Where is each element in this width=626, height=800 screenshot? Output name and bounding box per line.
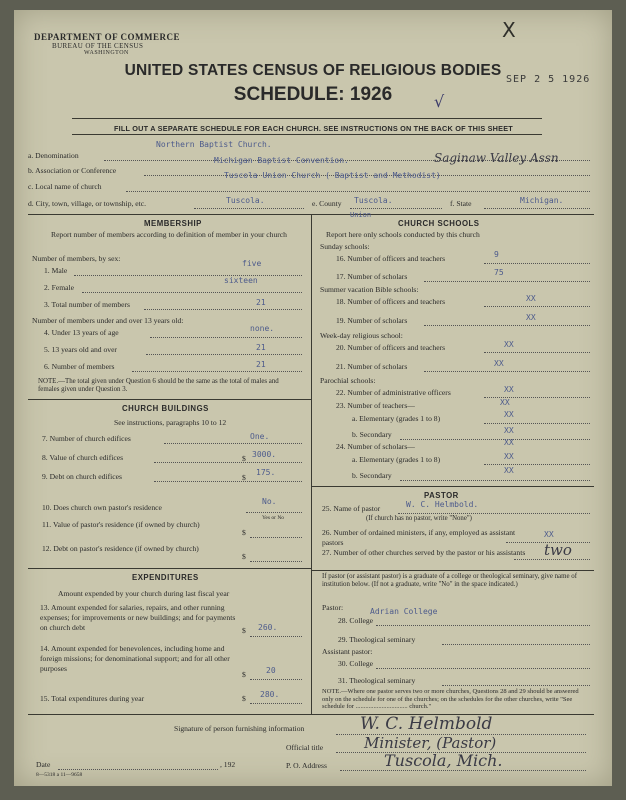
q11-line: [250, 537, 302, 538]
q13-line: [250, 636, 302, 637]
divider: [28, 714, 594, 715]
q27-line: [514, 559, 590, 560]
q10-hint: Yes or No: [262, 515, 285, 521]
q17-line: [424, 281, 590, 282]
q8-label: 8. Value of church edifices: [42, 453, 124, 462]
city-line: [194, 208, 304, 209]
q31-line: [442, 685, 590, 686]
q12-line: [250, 561, 302, 562]
q9-line: [154, 481, 302, 482]
q9-value[interactable]: 175.: [256, 468, 276, 477]
official-title-label: Official title: [286, 743, 324, 752]
q23b-value[interactable]: XX: [504, 426, 514, 435]
county-line: [350, 208, 442, 209]
by-age-label: Number of members under and over 13 years old:: [32, 316, 184, 325]
q6-value[interactable]: 21: [256, 360, 266, 369]
q2-label: 2. Female: [44, 283, 74, 292]
schools-sub: Report here only schools conducted by this church: [326, 230, 480, 239]
q1-label: 1. Male: [44, 266, 68, 275]
q1-value[interactable]: five: [242, 259, 262, 268]
divider: [311, 486, 594, 487]
local-name-line: [126, 191, 590, 192]
q5-value[interactable]: 21: [256, 343, 266, 352]
q19-value[interactable]: XX: [526, 313, 536, 322]
q23b-line: [400, 439, 590, 440]
local-name-value[interactable]: Tuscola Union Church ( Baptist and Methodist): [224, 171, 441, 180]
form-title: UNITED STATES CENSUS OF RELIGIOUS BODIES: [124, 62, 502, 79]
by-sex-label: Number of members, by sex:: [32, 254, 121, 263]
q11-label: 11. Value of pastor's residence (if owned by church): [42, 520, 200, 529]
schools-heading: CHURCH SCHOOLS: [398, 219, 480, 228]
q22-value[interactable]: XX: [504, 385, 514, 394]
union-overtype: Union: [350, 211, 372, 219]
q15-value[interactable]: 280.: [260, 690, 280, 699]
membership-intro: Report number of members according to definition of member in your church: [51, 230, 287, 239]
expenditures-heading: EXPENDITURES: [132, 573, 199, 582]
census-schedule-sheet: [14, 10, 612, 786]
county-value[interactable]: Tuscola.: [354, 196, 393, 205]
q2-line: [82, 292, 302, 293]
vacation-label: Summer vacation Bible schools:: [320, 285, 419, 294]
q4-value[interactable]: none.: [250, 324, 275, 333]
q20-value[interactable]: XX: [504, 340, 514, 349]
q18-value[interactable]: XX: [526, 294, 536, 303]
q4-line: [150, 337, 302, 338]
q18-line: [484, 306, 590, 307]
q6-label: 6. Number of members: [44, 362, 115, 371]
q24a-value[interactable]: XX: [504, 452, 514, 461]
q7-label: 7. Number of church edifices: [42, 434, 131, 443]
q18-label: 18. Number of officers and teachers: [336, 297, 446, 306]
q27-label: 27. Number of other churches served by the pastor or his assistants: [322, 548, 526, 557]
association-handwritten[interactable]: Saginaw Valley Assn: [434, 151, 559, 165]
q10-value[interactable]: No.: [262, 497, 277, 506]
q1-line: [74, 275, 302, 276]
q25-line: [398, 513, 590, 514]
q23a-line: [484, 423, 590, 424]
q25-label: 25. Name of pastor: [322, 504, 381, 513]
denomination-value[interactable]: Northern Baptist Church.: [156, 140, 272, 149]
buildings-sub: See instructions, paragraphs 10 to 12: [114, 418, 227, 427]
q14-label: 14. Amount expended for benevolences, including home and foreign missions; for denominational support; and for all other purposes: [40, 644, 230, 673]
q29-label: 29. Theological seminary: [338, 635, 416, 644]
dollar-sign: $: [242, 670, 246, 679]
q3-value[interactable]: 21: [256, 298, 266, 307]
q23a-value[interactable]: XX: [504, 410, 514, 419]
city-value[interactable]: Tuscola.: [226, 196, 265, 205]
q7-value[interactable]: One.: [250, 432, 270, 441]
date-label: Date: [36, 760, 51, 769]
buildings-heading: CHURCH BUILDINGS: [122, 404, 209, 413]
q16-label: 16. Number of officers and teachers: [336, 254, 446, 263]
q24b-line: [400, 480, 590, 481]
po-address-label: P. O. Address: [286, 761, 327, 770]
q24b-label: b. Secondary: [352, 471, 392, 480]
divider: [72, 118, 542, 119]
column-divider: [311, 214, 312, 714]
q6-line: [132, 371, 302, 372]
dollar-sign: $: [242, 694, 246, 703]
q21-value[interactable]: XX: [494, 359, 504, 368]
weekday-label: Week-day religious school:: [320, 331, 403, 340]
dollar-sign: $: [242, 552, 246, 561]
q7-line: [164, 443, 302, 444]
instruction-line: FILL OUT A SEPARATE SCHEDULE FOR EACH CHURCH. SEE INSTRUCTIONS ON THE BACK OF THIS SHEET: [114, 124, 513, 133]
q24-value[interactable]: XX: [504, 438, 514, 447]
q9-label: 9. Debt on church edifices: [42, 472, 122, 481]
q14-line: [250, 679, 302, 680]
date-year: , 192: [220, 760, 236, 769]
state-label: f. State: [450, 199, 472, 208]
po-address-line: [340, 770, 586, 771]
county-label: e. County: [312, 199, 342, 208]
q3-line: [144, 309, 302, 310]
q23a-label: a. Elementary (grades 1 to 8): [352, 414, 441, 423]
divider: [311, 570, 594, 571]
q14-value[interactable]: 20: [266, 666, 276, 675]
date-line: [58, 769, 218, 770]
dollar-sign: $: [242, 473, 246, 482]
q25-hint: (If church has no pastor, write "None"): [366, 515, 472, 522]
q17-label: 17. Number of scholars: [336, 272, 408, 281]
q26-value[interactable]: XX: [544, 530, 554, 539]
q21-line: [424, 371, 590, 372]
q21-label: 21. Number of scholars: [336, 362, 408, 371]
q29-line: [442, 644, 590, 645]
pastor-heading: PASTOR: [424, 491, 459, 500]
q22-label: 22. Number of administrative officers: [336, 388, 451, 397]
q2-value[interactable]: sixteen: [224, 276, 258, 285]
divider: [72, 134, 542, 135]
schedule-title: SCHEDULE: 1926: [233, 84, 393, 105]
q24a-label: a. Elementary (grades 1 to 8): [352, 455, 441, 464]
q17-value[interactable]: 75: [494, 268, 504, 277]
q15-line: [250, 703, 302, 704]
q13-label: 13. Amount expended for salaries, repairs, and other running expenses; for improvements or new buildings; and for payments on church debt: [40, 603, 236, 632]
q16-value[interactable]: 9: [494, 250, 499, 259]
divider: [28, 399, 311, 400]
state-line: [484, 208, 590, 209]
q28-line: [376, 625, 590, 626]
state-value[interactable]: Michigan.: [520, 196, 564, 205]
q19-line: [424, 325, 590, 326]
q10-line: [246, 512, 302, 513]
q20-label: 20. Number of officers and teachers: [336, 343, 446, 352]
q8-value[interactable]: 3000.: [252, 450, 277, 459]
q27-value[interactable]: two: [544, 541, 572, 559]
city-label: WASHINGTON: [84, 50, 129, 56]
q5-line: [146, 354, 302, 355]
q5-label: 5. 13 years old and over: [44, 345, 117, 354]
check-mark: √: [434, 92, 445, 111]
dollar-sign: $: [242, 528, 246, 537]
signature-label: Signature of person furnishing information: [174, 724, 305, 733]
q23-value[interactable]: XX: [500, 398, 510, 407]
q23b-label: b. Secondary: [352, 430, 392, 439]
dollar-sign: $: [242, 626, 246, 635]
q24b-value[interactable]: XX: [504, 466, 514, 475]
q8-line: [154, 462, 302, 463]
parochial-label: Parochial schools:: [320, 376, 376, 385]
pastor-note: NOTE.—Where one pastor serves two or more churches, Questions 28 and 29 should be answered only on the schedule for one of the churches; on the schedules for the other churches, write "See schedule for ................................ church.": [322, 688, 579, 711]
q20-line: [484, 352, 590, 353]
city-field-label: d. City, town, village, or township, etc.: [28, 199, 147, 208]
membership-heading: MEMBERSHIP: [144, 219, 202, 228]
association-value[interactable]: Michigan Baptist Convention.: [214, 156, 349, 165]
po-address-value[interactable]: Tuscola, Mich.: [384, 751, 503, 770]
q30-line: [376, 668, 590, 669]
q30-label: 30. College: [338, 659, 374, 668]
q4-label: 4. Under 13 years of age: [44, 328, 119, 337]
divider: [28, 568, 311, 569]
denomination-label: a. Denomination: [28, 151, 79, 160]
sunday-label: Sunday schools:: [320, 242, 370, 251]
membership-note: NOTE.—The total given under Question 6 should be the same as the total of males and females given under Question 3.: [38, 378, 279, 393]
q31-label: 31. Theological seminary: [338, 676, 416, 685]
x-mark: X: [502, 18, 516, 42]
association-label: b. Association or Conference: [28, 166, 117, 175]
dollar-sign: $: [242, 454, 246, 463]
local-name-label: c. Local name of church: [28, 182, 102, 191]
q26-label: 26. Number of ordained ministers, if any, employed as assistant pastors: [322, 528, 516, 547]
received-date-stamp: SEP 2 5 1926: [506, 74, 591, 85]
q19-label: 19. Number of scholars: [336, 316, 408, 325]
q24-label: 24. Number of scholars—: [336, 442, 415, 451]
form-number: 8—5318 a 11—9658: [36, 772, 83, 778]
expenditures-sub: Amount expended by your church during last fiscal year: [58, 589, 230, 598]
q13-value[interactable]: 260.: [258, 623, 278, 632]
q23-label: 23. Number of teachers—: [336, 401, 415, 410]
bureau-label: BUREAU OF THE CENSUS: [52, 42, 144, 50]
q10-label: 10. Does church own pastor's residence: [42, 503, 162, 512]
q24a-line: [484, 464, 590, 465]
q25-value[interactable]: W. C. Helmbold.: [406, 500, 479, 509]
signature-value[interactable]: W. C. Helmbold: [360, 714, 493, 734]
assistant-sub-label: Assistant pastor:: [322, 647, 373, 656]
q15-label: 15. Total expenditures during year: [40, 694, 145, 703]
q28-label: 28. College: [338, 616, 374, 625]
pastor-sub-label: Pastor:: [322, 603, 344, 612]
q12-label: 12. Debt on pastor's residence (if owned by church): [42, 544, 199, 553]
q3-label: 3. Total number of members: [44, 300, 131, 309]
official-title-value[interactable]: Minister, (Pastor): [364, 734, 497, 752]
q28-value[interactable]: Adrian College: [370, 607, 438, 616]
q16-line: [484, 263, 590, 264]
graduate-note: If pastor (or assistant pastor) is a graduate of a college or theological seminary, give name of institution below. (If not a graduate, write "No" in the space indicated.): [322, 573, 577, 588]
department-label: DEPARTMENT OF COMMERCE: [34, 32, 181, 42]
